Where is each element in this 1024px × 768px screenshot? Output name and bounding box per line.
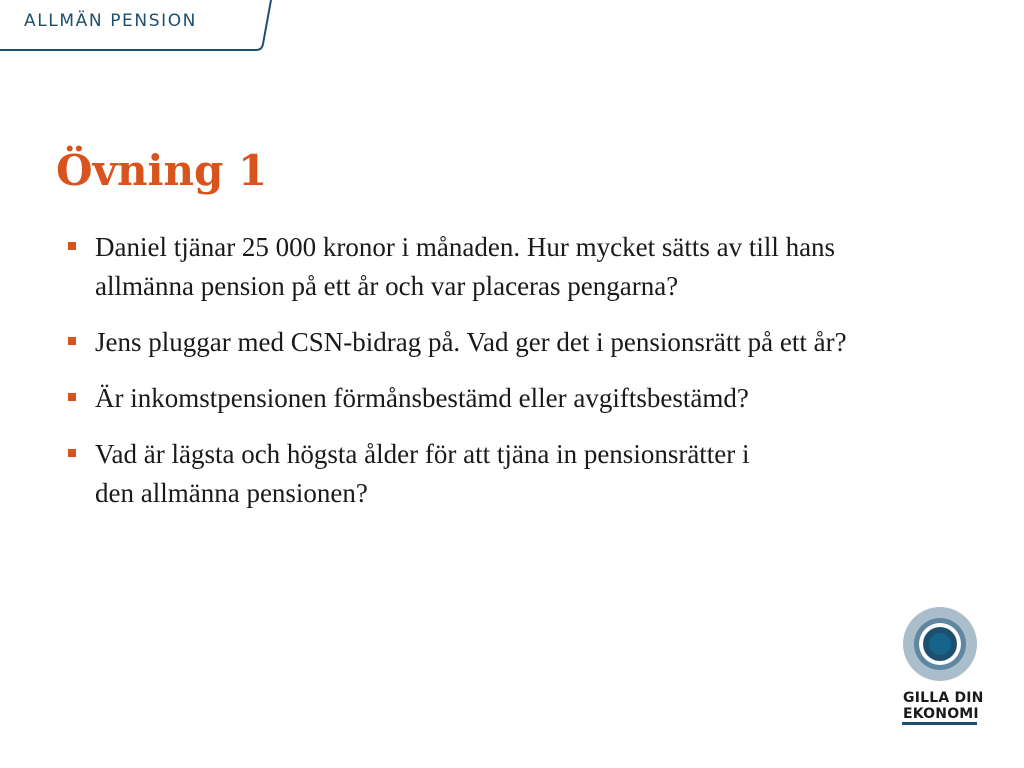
square-bullet-icon — [68, 242, 76, 250]
gilla-din-ekonomi-logo — [900, 606, 984, 726]
bullet-text: Vad är lägsta och högsta ålder för att tjäna in pensionsrätter i den allmänna pensionen? — [95, 439, 750, 508]
bullet-text: Jens pluggar med CSN-bidrag på. Vad ger det i pensionsrätt på ett år? — [95, 327, 847, 357]
slide-title: Övning 1 — [56, 146, 268, 195]
bullet-item — [68, 323, 955, 362]
bullet-text: Är inkomstpensionen förmånsbestämd eller avgiftsbestämd? — [95, 383, 749, 413]
bullet-list — [68, 228, 948, 530]
square-bullet-icon — [68, 393, 76, 401]
bullet-item — [68, 435, 755, 513]
square-bullet-icon — [68, 449, 76, 457]
target-circle-icon — [902, 606, 978, 682]
header-tab — [0, 0, 280, 52]
logo-text-line-1: GILLA DIN — [903, 690, 984, 706]
square-bullet-icon — [68, 337, 76, 345]
logo-text-line-2: EKONOMI — [903, 706, 979, 722]
header-label: ALLMÄN PENSION — [24, 11, 198, 31]
bullet-item — [68, 228, 930, 306]
bullet-text: Daniel tjänar 25 000 kronor i månaden. Hur mycket sätts av till hans allmänna pension på ett år och var placeras pengarna? — [95, 232, 836, 301]
bullet-item — [68, 379, 755, 418]
logo-underline — [902, 722, 977, 725]
